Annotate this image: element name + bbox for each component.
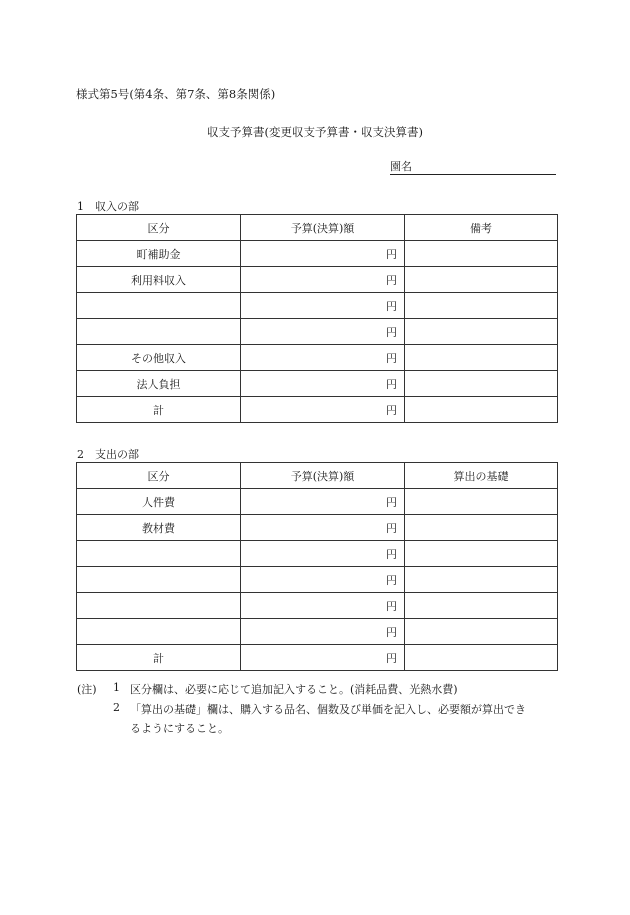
table-row <box>77 515 558 541</box>
category-cell[interactable]: 利用料収入 <box>77 267 241 293</box>
amount-cell[interactable]: 円 <box>241 567 405 593</box>
table-row <box>77 567 558 593</box>
total-label-cell: 計 <box>77 645 241 671</box>
total-amount-cell[interactable]: 円 <box>241 645 405 671</box>
expense-table <box>76 462 558 671</box>
note-text-continuation: るようにすること。 <box>130 722 229 735</box>
column-header-calculation-basis: 算出の基礎 <box>405 463 558 489</box>
amount-cell[interactable]: 円 <box>241 293 405 319</box>
amount-cell[interactable]: 円 <box>241 319 405 345</box>
category-cell[interactable] <box>77 593 241 619</box>
category-cell[interactable]: 人件費 <box>77 489 241 515</box>
column-header-remarks: 備考 <box>405 215 558 241</box>
table-row <box>77 241 558 267</box>
total-label-cell: 計 <box>77 397 241 423</box>
category-cell[interactable] <box>77 541 241 567</box>
category-cell[interactable]: 町補助金 <box>77 241 241 267</box>
category-cell[interactable] <box>77 619 241 645</box>
amount-cell[interactable]: 円 <box>241 593 405 619</box>
table-row <box>77 593 558 619</box>
column-header-amount: 予算(決算)額 <box>241 463 405 489</box>
note-number: 2 <box>113 701 120 714</box>
income-table <box>76 214 558 423</box>
amount-cell[interactable]: 円 <box>241 345 405 371</box>
notes-prefix: (注) <box>77 683 97 696</box>
note-text: 区分欄は、必要に応じて追加記入すること。(消耗品費、光熱水費) <box>130 683 458 696</box>
remarks-cell[interactable] <box>405 319 558 345</box>
table-row <box>77 489 558 515</box>
remarks-cell[interactable] <box>405 267 558 293</box>
remarks-cell[interactable] <box>405 371 558 397</box>
column-header-category: 区分 <box>77 215 241 241</box>
table-row <box>77 319 558 345</box>
column-header-amount: 予算(決算)額 <box>241 215 405 241</box>
note-text: 「算出の基礎」欄は、購入する品名、個数及び単価を記入し、必要額が算出でき <box>130 703 526 716</box>
total-row <box>77 397 558 423</box>
form-number: 様式第5号(第4条、第7条、第8条関係) <box>76 87 276 101</box>
school-name-field[interactable] <box>390 160 556 175</box>
amount-cell[interactable]: 円 <box>241 267 405 293</box>
category-cell[interactable]: その他収入 <box>77 345 241 371</box>
total-amount-cell[interactable]: 円 <box>241 397 405 423</box>
remarks-cell[interactable] <box>405 293 558 319</box>
basis-cell[interactable] <box>405 619 558 645</box>
amount-cell[interactable]: 円 <box>241 241 405 267</box>
amount-cell[interactable]: 円 <box>241 489 405 515</box>
amount-cell[interactable]: 円 <box>241 541 405 567</box>
category-cell[interactable] <box>77 319 241 345</box>
total-basis-cell[interactable] <box>405 645 558 671</box>
expense-header-row <box>77 463 558 489</box>
income-header-row <box>77 215 558 241</box>
remarks-cell[interactable] <box>405 241 558 267</box>
remarks-cell[interactable] <box>405 345 558 371</box>
column-header-category: 区分 <box>77 463 241 489</box>
table-row <box>77 541 558 567</box>
category-cell[interactable] <box>77 293 241 319</box>
total-remarks-cell[interactable] <box>405 397 558 423</box>
amount-cell[interactable]: 円 <box>241 515 405 541</box>
basis-cell[interactable] <box>405 515 558 541</box>
table-row <box>77 619 558 645</box>
basis-cell[interactable] <box>405 593 558 619</box>
table-row <box>77 371 558 397</box>
basis-cell[interactable] <box>405 567 558 593</box>
amount-cell[interactable]: 円 <box>241 371 405 397</box>
table-row <box>77 345 558 371</box>
basis-cell[interactable] <box>405 541 558 567</box>
table-row <box>77 293 558 319</box>
total-row <box>77 645 558 671</box>
document-title: 収支予算書(変更収支予算書・収支決算書) <box>207 125 423 139</box>
category-cell[interactable] <box>77 567 241 593</box>
expense-section-heading: 2 支出の部 <box>77 448 139 461</box>
note-number: 1 <box>113 681 120 694</box>
table-row <box>77 267 558 293</box>
basis-cell[interactable] <box>405 489 558 515</box>
category-cell[interactable]: 法人負担 <box>77 371 241 397</box>
income-section-heading: 1 収入の部 <box>77 200 139 213</box>
category-cell[interactable]: 教材費 <box>77 515 241 541</box>
school-name-label: 園名 <box>390 160 412 173</box>
amount-cell[interactable]: 円 <box>241 619 405 645</box>
